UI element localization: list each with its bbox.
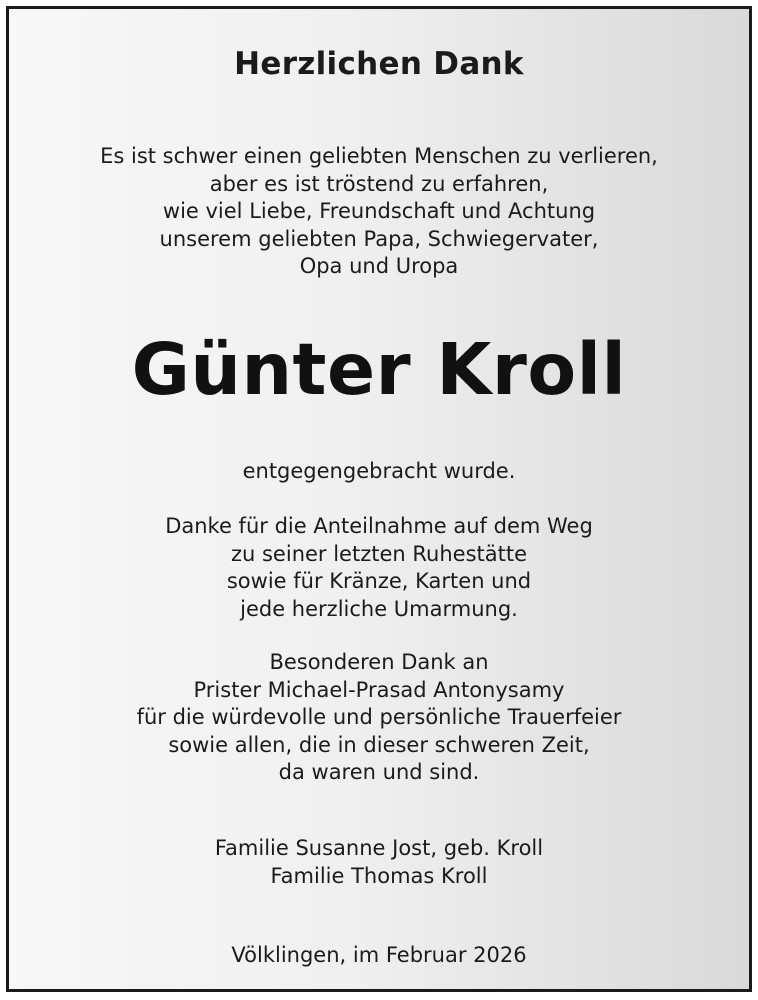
special-thanks-line: für die würdevolle und persönliche Trauerfeier (136, 705, 622, 729)
special-thanks-text (9, 649, 749, 787)
family-signatures (9, 835, 749, 890)
special-thanks-line: sowie allen, die in dieser schweren Zeit, (168, 732, 590, 757)
intro-text (9, 143, 749, 281)
heading: Herzlichen Dank (234, 46, 524, 82)
place-date (9, 942, 749, 970)
intro-line: unserem geliebten Papa, Schwiegervater, (159, 226, 599, 251)
place-date-line: Völklingen, im Februar 2026 (231, 943, 527, 967)
deceased-name: Günter Kroll (131, 328, 627, 411)
thanks-line: jede herzliche Umarmung. (240, 596, 518, 621)
family-line: Familie Thomas Kroll (270, 863, 488, 888)
family-line: Familie Susanne Jost, geb. Kroll (214, 836, 544, 860)
intro-line: Opa und Uropa (299, 254, 459, 278)
after-name-text (9, 458, 749, 486)
thanks-line: sowie für Kränze, Karten und (226, 569, 532, 593)
special-thanks-line: Besonderen Dank an (269, 650, 489, 674)
thanks-line: Danke für die Anteilnahme auf dem Weg (165, 514, 593, 538)
obituary-card (6, 6, 752, 992)
intro-line: wie viel Liebe, Freundschaft und Achtung (162, 199, 596, 223)
intro-line: Es ist schwer einen geliebten Menschen zu verlieren, (100, 144, 658, 168)
intro-line: aber es ist tröstend zu erfahren, (209, 171, 549, 196)
special-thanks-line: da waren und sind. (278, 760, 480, 784)
thanks-line: zu seiner letzten Ruhestätte (230, 541, 527, 566)
thanks-text (9, 513, 749, 623)
after-name-line: entgegengebracht wurde. (242, 459, 516, 483)
special-thanks-line: Prister Michael-Prasad Antonysamy (193, 677, 565, 702)
